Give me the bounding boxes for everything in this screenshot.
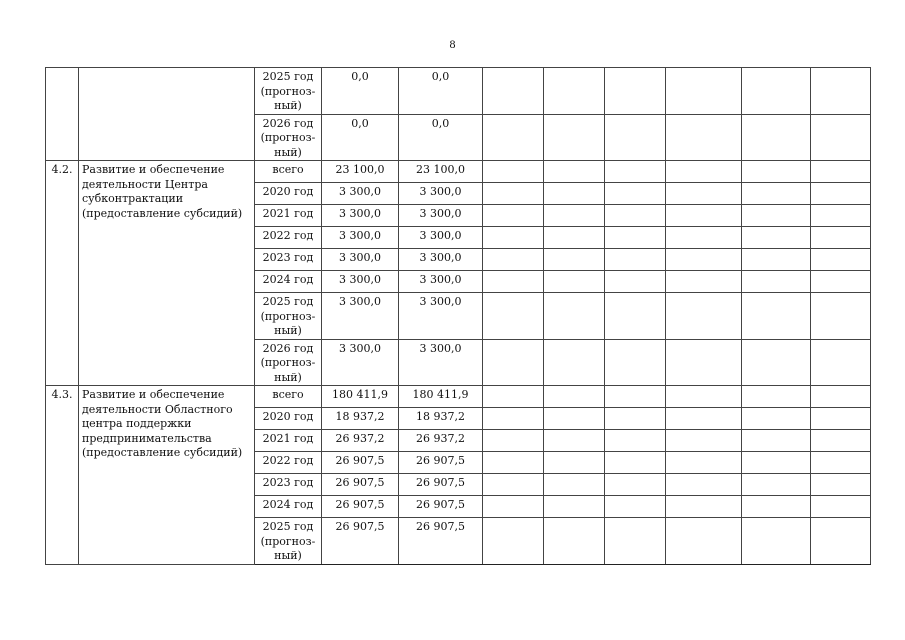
empty-cell: [666, 518, 742, 565]
empty-cell: [544, 474, 605, 496]
empty-cell: [811, 161, 871, 183]
empty-cell: [742, 386, 811, 408]
empty-cell: [811, 386, 871, 408]
empty-cell: [811, 452, 871, 474]
period-line: 2020 год: [262, 410, 314, 423]
empty-cell: [483, 474, 544, 496]
table-row: [46, 161, 871, 183]
empty-cell: [666, 68, 742, 115]
total-cell: 23 100,0: [322, 161, 399, 183]
empty-cell: [742, 68, 811, 115]
item-name-cell: Развитие и обеспечение деятельности Центра субконтрактации (предоставление субсидий): [79, 161, 255, 386]
empty-cell: [605, 386, 666, 408]
period-cell: [255, 161, 322, 183]
period-line: 2026 год: [262, 116, 314, 130]
empty-cell: [483, 68, 544, 115]
empty-cell: [544, 161, 605, 183]
empty-cell: [666, 293, 742, 340]
value-cell: 3 300,0: [399, 183, 483, 205]
period-cell: [255, 183, 322, 205]
total-cell: 180 411,9: [322, 386, 399, 408]
period-line: ный): [274, 370, 302, 384]
empty-cell: [742, 474, 811, 496]
total-cell: 3 300,0: [322, 227, 399, 249]
value-cell: 0,0: [399, 114, 483, 161]
empty-cell: [544, 271, 605, 293]
empty-cell: [811, 293, 871, 340]
empty-cell: [811, 496, 871, 518]
empty-cell: [483, 183, 544, 205]
empty-cell: [605, 114, 666, 161]
item-number-cell: [46, 68, 79, 161]
total-cell: 26 907,5: [322, 518, 399, 565]
empty-cell: [544, 205, 605, 227]
empty-cell: [483, 496, 544, 518]
value-cell: 3 300,0: [399, 205, 483, 227]
empty-cell: [666, 249, 742, 271]
period-line: 2024 год: [262, 498, 314, 511]
empty-cell: [605, 249, 666, 271]
empty-cell: [605, 293, 666, 340]
empty-cell: [605, 408, 666, 430]
empty-cell: [666, 452, 742, 474]
empty-cell: [742, 408, 811, 430]
empty-cell: [544, 68, 605, 115]
table-row: [46, 386, 871, 408]
value-cell: 3 300,0: [399, 249, 483, 271]
empty-cell: [666, 227, 742, 249]
empty-cell: [811, 408, 871, 430]
total-cell: 3 300,0: [322, 293, 399, 340]
period-line: 2021 год: [262, 432, 314, 445]
period-line: 2022 год: [262, 229, 314, 242]
period-cell: [255, 227, 322, 249]
empty-cell: [811, 474, 871, 496]
item-number-cell: 4.2.: [46, 161, 79, 386]
empty-cell: [811, 68, 871, 115]
empty-cell: [605, 227, 666, 249]
value-cell: 26 907,5: [399, 474, 483, 496]
table-body: [46, 68, 871, 565]
period-line: 2025 год: [262, 520, 314, 533]
empty-cell: [483, 227, 544, 249]
empty-cell: [666, 496, 742, 518]
empty-cell: [742, 518, 811, 565]
empty-cell: [544, 183, 605, 205]
value-cell: 3 300,0: [399, 293, 483, 340]
table-row: [46, 68, 871, 115]
period-line: всего: [272, 163, 304, 176]
total-cell: 3 300,0: [322, 249, 399, 271]
empty-cell: [811, 205, 871, 227]
total-cell: 26 907,5: [322, 496, 399, 518]
empty-cell: [666, 408, 742, 430]
empty-cell: [544, 518, 605, 565]
empty-cell: [544, 227, 605, 249]
period-line: (прогноз-: [260, 84, 316, 98]
empty-cell: [666, 161, 742, 183]
period-line: 2021 год: [262, 207, 314, 220]
period-line: 2025 год: [262, 295, 314, 308]
empty-cell: [666, 430, 742, 452]
budget-table: [45, 67, 871, 565]
period-line: ный): [274, 99, 302, 112]
empty-cell: [811, 227, 871, 249]
period-line: 2025 год: [262, 70, 314, 83]
empty-cell: [544, 293, 605, 340]
empty-cell: [742, 452, 811, 474]
period-cell: [255, 452, 322, 474]
period-cell: [255, 293, 322, 340]
value-cell: 26 907,5: [399, 496, 483, 518]
empty-cell: [666, 205, 742, 227]
empty-cell: [811, 249, 871, 271]
total-cell: 0,0: [322, 68, 399, 115]
empty-cell: [605, 496, 666, 518]
empty-cell: [544, 249, 605, 271]
empty-cell: [483, 430, 544, 452]
empty-cell: [483, 293, 544, 340]
empty-cell: [483, 386, 544, 408]
empty-cell: [544, 430, 605, 452]
empty-cell: [605, 161, 666, 183]
empty-cell: [742, 271, 811, 293]
empty-cell: [544, 452, 605, 474]
empty-cell: [742, 205, 811, 227]
period-line: (прогноз-: [260, 534, 316, 548]
period-line: ный): [274, 549, 302, 562]
empty-cell: [811, 271, 871, 293]
total-cell: 3 300,0: [322, 271, 399, 293]
empty-cell: [666, 114, 742, 161]
empty-cell: [483, 271, 544, 293]
empty-cell: [742, 114, 811, 161]
empty-cell: [544, 408, 605, 430]
value-cell: 180 411,9: [399, 386, 483, 408]
total-cell: 26 907,5: [322, 452, 399, 474]
empty-cell: [742, 430, 811, 452]
empty-cell: [483, 408, 544, 430]
empty-cell: [483, 339, 544, 386]
empty-cell: [483, 161, 544, 183]
total-cell: 0,0: [322, 114, 399, 161]
value-cell: 26 907,5: [399, 518, 483, 565]
empty-cell: [483, 518, 544, 565]
empty-cell: [811, 339, 871, 386]
period-cell: [255, 430, 322, 452]
period-cell: [255, 496, 322, 518]
value-cell: 26 937,2: [399, 430, 483, 452]
empty-cell: [811, 183, 871, 205]
total-cell: 26 907,5: [322, 474, 399, 496]
value-cell: 23 100,0: [399, 161, 483, 183]
empty-cell: [544, 496, 605, 518]
empty-cell: [666, 339, 742, 386]
empty-cell: [742, 249, 811, 271]
period-line: (прогноз-: [260, 356, 316, 369]
empty-cell: [605, 271, 666, 293]
value-cell: 0,0: [399, 68, 483, 115]
empty-cell: [544, 386, 605, 408]
value-cell: 3 300,0: [399, 271, 483, 293]
empty-cell: [483, 205, 544, 227]
period-cell: [255, 408, 322, 430]
period-cell: [255, 518, 322, 565]
empty-cell: [742, 161, 811, 183]
empty-cell: [666, 183, 742, 205]
period-cell: [255, 68, 322, 115]
period-line: (прогноз-: [260, 309, 316, 323]
period-line: ный): [274, 324, 302, 337]
period-cell: [255, 339, 322, 386]
empty-cell: [544, 339, 605, 386]
empty-cell: [811, 114, 871, 161]
empty-cell: [811, 518, 871, 565]
empty-cell: [605, 339, 666, 386]
empty-cell: [742, 496, 811, 518]
empty-cell: [666, 386, 742, 408]
empty-cell: [483, 452, 544, 474]
period-cell: [255, 271, 322, 293]
empty-cell: [666, 474, 742, 496]
period-line: 2023 год: [262, 476, 314, 489]
period-line: (прогноз-: [260, 131, 316, 144]
empty-cell: [605, 518, 666, 565]
empty-cell: [742, 227, 811, 249]
value-cell: 26 907,5: [399, 452, 483, 474]
empty-cell: [742, 339, 811, 386]
period-line: 2023 год: [262, 251, 314, 264]
empty-cell: [605, 68, 666, 115]
period-cell: [255, 386, 322, 408]
value-cell: 3 300,0: [399, 339, 483, 386]
total-cell: 3 300,0: [322, 339, 399, 386]
item-number-cell: 4.3.: [46, 386, 79, 565]
empty-cell: [605, 205, 666, 227]
value-cell: 18 937,2: [399, 408, 483, 430]
total-cell: 3 300,0: [322, 183, 399, 205]
period-cell: [255, 249, 322, 271]
period-line: 2026 год: [262, 341, 314, 355]
period-cell: [255, 114, 322, 161]
period-line: 2020 год: [262, 185, 314, 198]
period-line: 2022 год: [262, 454, 314, 467]
empty-cell: [483, 114, 544, 161]
empty-cell: [742, 183, 811, 205]
empty-cell: [483, 249, 544, 271]
empty-cell: [811, 430, 871, 452]
total-cell: 26 937,2: [322, 430, 399, 452]
period-cell: [255, 474, 322, 496]
total-cell: 3 300,0: [322, 205, 399, 227]
item-name-cell: [79, 68, 255, 161]
empty-cell: [544, 114, 605, 161]
empty-cell: [605, 474, 666, 496]
item-name-cell: Развитие и обеспечение деятельности Областного центра поддержки предпринимательства (предоставление субсидий): [79, 386, 255, 565]
period-line: всего: [272, 388, 304, 401]
period-cell: [255, 205, 322, 227]
total-cell: 18 937,2: [322, 408, 399, 430]
page-number: 8: [449, 37, 456, 51]
empty-cell: [605, 183, 666, 205]
empty-cell: [605, 452, 666, 474]
empty-cell: [605, 430, 666, 452]
empty-cell: [742, 293, 811, 340]
period-line: ный): [274, 145, 302, 159]
period-line: 2024 год: [262, 273, 314, 286]
empty-cell: [666, 271, 742, 293]
value-cell: 3 300,0: [399, 227, 483, 249]
